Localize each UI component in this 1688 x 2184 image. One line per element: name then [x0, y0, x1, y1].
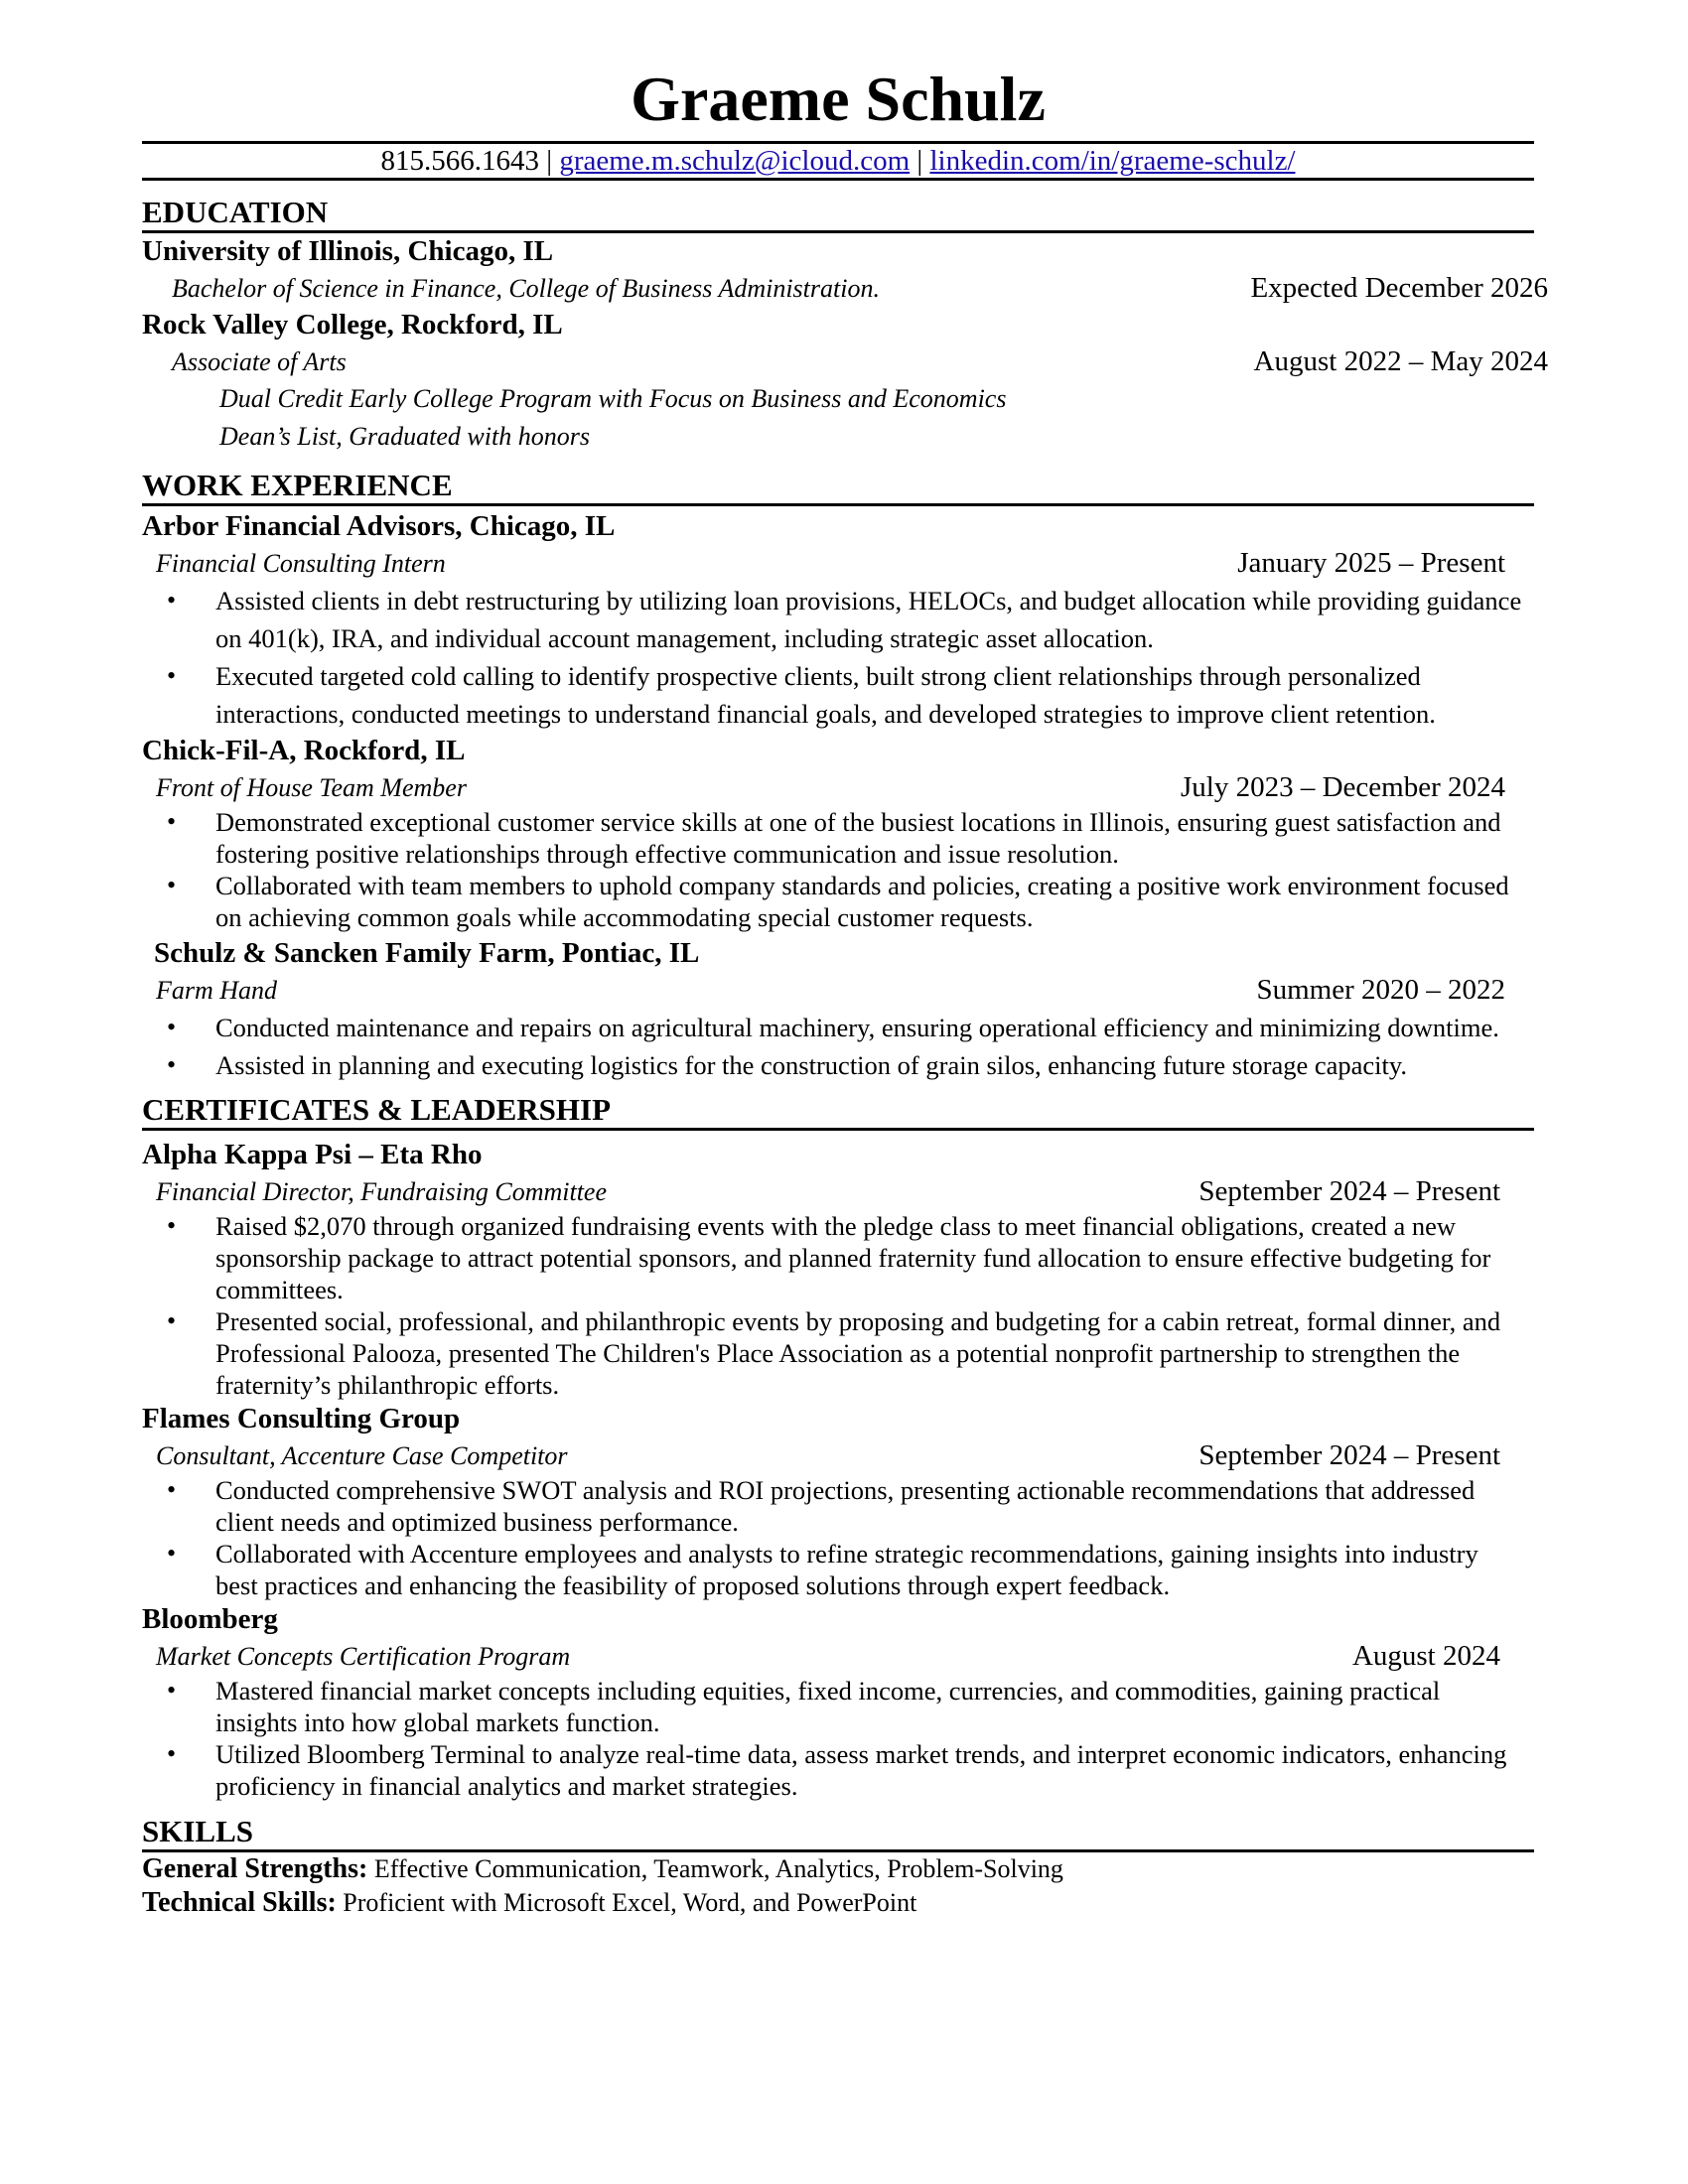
- certificate-bullets: [142, 1474, 1534, 1601]
- employer-name: Chick-Fil-A, Rockford, IL: [142, 735, 466, 766]
- job-title: Front of House Team Member: [156, 773, 467, 802]
- school-entry: [142, 233, 1548, 307]
- certificate-dates: September 2024 – Present: [1198, 1439, 1500, 1471]
- degree-date: Expected December 2026: [1250, 272, 1548, 304]
- job-entry: [142, 733, 1534, 933]
- degree-date: August 2022 – May 2024: [1253, 345, 1548, 377]
- list-item: • Collaborated with team members to uphold company standards and policies, creating a positive work environment focused on achieving common goals while accommodating special customer requests.: [215, 870, 1534, 933]
- general-strengths-label: General Strengths:: [142, 1853, 368, 1884]
- technical-skills-label: Technical Skills:: [142, 1887, 337, 1918]
- organization-name: Flames Consulting Group: [142, 1403, 461, 1434]
- certificate-bullets: [142, 1210, 1534, 1401]
- list-item: • Assisted clients in debt restructuring by utilizing loan provisions, HELOCs, and budget allocation while providing guidance on 401(k), IRA, and individual account management, including strategic asset allocation.: [215, 582, 1534, 657]
- skills-heading: SKILLS: [142, 1814, 1534, 1852]
- certificate-role-row: [142, 1437, 1534, 1474]
- school-entry: [142, 307, 1548, 456]
- technical-skills-line: [142, 1886, 1534, 1920]
- list-item: • Conducted maintenance and repairs on agricultural machinery, ensuring operational efficiency and minimizing downtime.: [215, 1009, 1534, 1046]
- education-section: [142, 233, 1548, 456]
- linkedin-link[interactable]: linkedin.com/in/graeme-schulz/: [929, 145, 1296, 177]
- list-item: • Presented social, professional, and philanthropic events by proposing and budgeting for a cabin retreat, formal dinner, and Professional Palooza, presented The Children's Place Association as a potential nonprofit partnership to strengthen the fraternity’s philanthropic efforts.: [215, 1305, 1534, 1401]
- skills-section: [142, 1852, 1534, 1920]
- job-entry: [142, 508, 1534, 733]
- contact-separator: |: [539, 145, 560, 177]
- certificate-role: Consultant, Accenture Case Competitor: [156, 1441, 568, 1470]
- job-title: Farm Hand: [156, 976, 278, 1005]
- degree-row: [142, 343, 1548, 380]
- certificate-dates: August 2024: [1351, 1640, 1500, 1672]
- certificate-role-row: [142, 1173, 1534, 1210]
- list-item: • Mastered financial market concepts including equities, fixed income, currencies, and commodities, gaining practical insights into how global markets function.: [215, 1675, 1534, 1738]
- list-item: • Collaborated with Accenture employees and analysts to refine strategic recommendations, gaining insights into industry best practices and enhancing the feasibility of proposed solutions through expert feedback.: [215, 1538, 1534, 1601]
- education-note: Dual Credit Early College Program with Focus on Business and Economics: [219, 384, 1007, 413]
- degree: Associate of Arts: [172, 347, 347, 376]
- certificate-role-row: [142, 1638, 1534, 1675]
- phone-number: 815.566.1643: [380, 145, 539, 177]
- degree-row: [142, 270, 1548, 307]
- job-role-row: [142, 972, 1534, 1009]
- list-item: • Raised $2,070 through organized fundraising events with the pledge class to meet financial obligations, created a new sponsorship package to attract potential sponsors, and planned fraternity fund allocation to ensure effective budgeting for committees.: [215, 1210, 1534, 1305]
- school-name: University of Illinois, Chicago, IL: [142, 235, 554, 267]
- certificate-entry: [142, 1401, 1534, 1601]
- certificate-dates: September 2024 – Present: [1198, 1175, 1500, 1207]
- organization-name: Bloomberg: [142, 1603, 278, 1635]
- list-item: • Utilized Bloomberg Terminal to analyze real-time data, assess market trends, and interpret economic indicators, enhancing proficiency in financial analytics and market strategies.: [215, 1738, 1534, 1802]
- email-link[interactable]: graeme.m.schulz@icloud.com: [559, 145, 911, 177]
- job-role-row: [142, 769, 1534, 806]
- general-strengths-line: [142, 1852, 1534, 1886]
- list-item: • Demonstrated exceptional customer service skills at one of the busiest locations in Illinois, ensuring guest satisfaction and fostering positive relationships through effective communication and issue resolution.: [215, 806, 1534, 870]
- candidate-name: Graeme Schulz: [631, 64, 1046, 134]
- job-entry: [142, 935, 1534, 1084]
- work-experience-section: [142, 508, 1534, 1084]
- certificate-role: Financial Director, Fundraising Committee: [156, 1177, 607, 1206]
- work-experience-heading: WORK EXPERIENCE: [142, 468, 1534, 506]
- list-item: • Executed targeted cold calling to identify prospective clients, built strong client relationships through personalized interactions, conducted meetings to understand financial goals, and developed strategies to improve client retention.: [215, 657, 1534, 733]
- certificates-section: [142, 1137, 1534, 1802]
- job-role-row: [142, 545, 1534, 582]
- education-heading: EDUCATION: [142, 195, 1534, 233]
- employer-name: Arbor Financial Advisors, Chicago, IL: [142, 510, 616, 542]
- contact-line: [142, 144, 1534, 178]
- job-title: Financial Consulting Intern: [156, 549, 446, 578]
- list-item: • Assisted in planning and executing logistics for the construction of grain silos, enhancing future storage capacity.: [215, 1046, 1534, 1084]
- general-strengths-value: Effective Communication, Teamwork, Analytics, Problem-Solving: [367, 1854, 1063, 1883]
- certificate-bullets: [142, 1675, 1534, 1802]
- technical-skills-value: Proficient with Microsoft Excel, Word, and PowerPoint: [336, 1888, 917, 1917]
- certificates-heading: CERTIFICATES & LEADERSHIP: [142, 1092, 1534, 1131]
- degree: Bachelor of Science in Finance, College of Business Administration.: [172, 274, 880, 303]
- job-bullets: [142, 806, 1534, 933]
- header-bottom-rule: [142, 178, 1534, 181]
- list-item: • Conducted comprehensive SWOT analysis and ROI projections, presenting actionable recommendations that addressed client needs and optimized business performance.: [215, 1474, 1534, 1538]
- contact-separator: |: [910, 145, 930, 177]
- school-name: Rock Valley College, Rockford, IL: [142, 309, 563, 341]
- certificate-entry: [142, 1137, 1534, 1401]
- job-dates: January 2025 – Present: [1237, 547, 1505, 579]
- certificate-role: Market Concepts Certification Program: [156, 1642, 571, 1671]
- organization-name: Alpha Kappa Psi – Eta Rho: [142, 1139, 483, 1170]
- employer-name: Schulz & Sancken Family Farm, Pontiac, IL: [154, 937, 700, 969]
- certificate-entry: [142, 1601, 1534, 1802]
- job-bullets: [142, 582, 1534, 733]
- job-dates: Summer 2020 – 2022: [1256, 974, 1505, 1006]
- resume-page: [142, 60, 1548, 1920]
- job-bullets: [142, 1009, 1534, 1084]
- job-dates: July 2023 – December 2024: [1181, 771, 1505, 803]
- education-note: Dean’s List, Graduated with honors: [219, 422, 590, 451]
